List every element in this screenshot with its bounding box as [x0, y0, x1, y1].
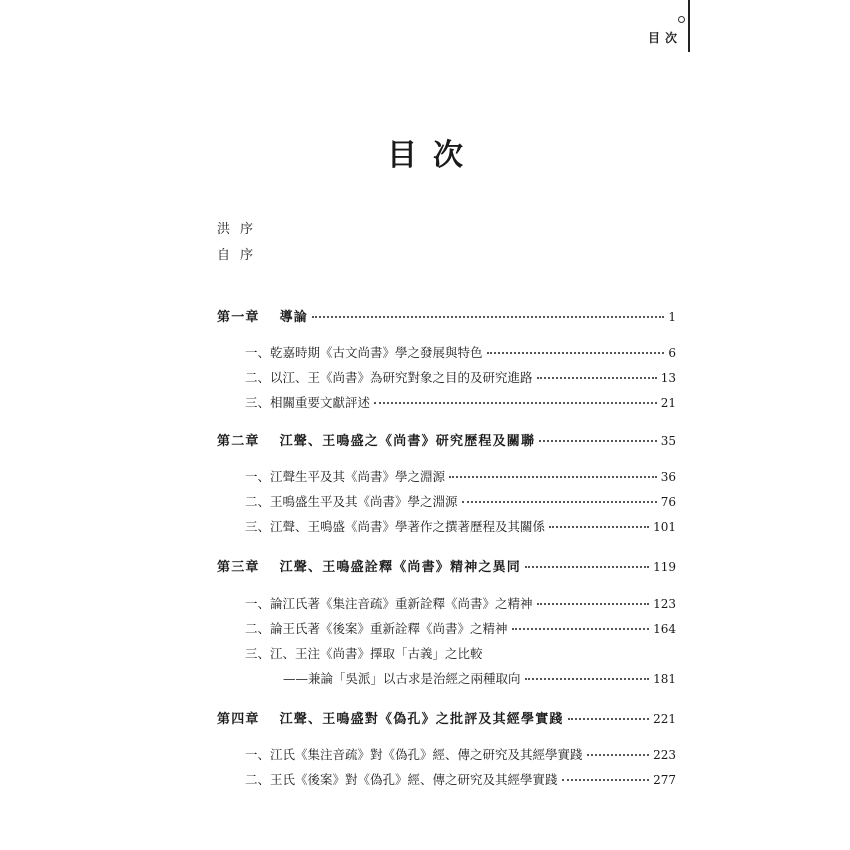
page-number: 1 [668, 310, 676, 324]
dot-leader [537, 603, 650, 605]
front-matter-preface-author: 自序 [217, 248, 264, 263]
dot-leader [312, 316, 664, 318]
page-number: 36 [660, 470, 676, 484]
toc-section [245, 492, 676, 510]
dot-leader [549, 526, 649, 528]
toc-section [245, 517, 676, 535]
section-title: 二、以江、王《尚書》為研究對象之目的及研究進路 [245, 370, 533, 385]
page-number: 123 [653, 597, 676, 611]
dot-leader [449, 476, 657, 478]
section-title: 一、乾嘉時期《古文尚書》學之發展與特色 [245, 345, 483, 360]
toc-section [245, 619, 676, 637]
dot-leader [568, 718, 649, 720]
dot-leader [512, 628, 650, 630]
page-number: 76 [660, 495, 676, 509]
section-title: 二、論王氏著《後案》重新詮釋《尚書》之精神 [245, 621, 508, 636]
toc-section [245, 368, 676, 386]
page-number: 181 [653, 672, 676, 686]
page-title: 目次 [387, 138, 479, 173]
page-number: 119 [653, 560, 676, 574]
dot-leader [525, 566, 649, 568]
dot-leader [562, 779, 650, 781]
toc-chapter-1 [217, 306, 676, 325]
chapter-title: 導論 [279, 310, 309, 325]
toc-section [245, 343, 676, 361]
toc-section [245, 770, 676, 788]
page-number: 13 [660, 371, 676, 385]
toc-section-subtitle [283, 669, 676, 687]
section-title: 三、江聲、王鳴盛《尚書》學著作之撰著歷程及其關係 [245, 519, 546, 534]
chapter-number: 第二章 [217, 434, 260, 449]
chapter-number: 第一章 [217, 310, 260, 325]
chapter-title: 江聲、王鳴盛詮釋《尚書》精神之異同 [279, 560, 522, 575]
toc-section [245, 393, 676, 411]
section-title: 一、江氏《集注音疏》對《偽孔》經、傳之研究及其經學實踐 [245, 747, 583, 762]
chapter-number: 第四章 [217, 712, 260, 727]
chapter-title: 江聲、王鳴盛對《偽孔》之批評及其經學實踐 [279, 712, 564, 727]
header-rule [688, 0, 690, 52]
section-title: 一、江聲生平及其《尚書》學之淵源 [245, 469, 446, 484]
toc-chapter-4 [217, 708, 676, 727]
toc-section [245, 594, 676, 612]
section-title: 二、王氏《後案》對《偽孔》經、傳之研究及其經學實踐 [245, 772, 558, 787]
dot-leader [525, 678, 650, 680]
page-number: 221 [653, 712, 676, 726]
page-number: 277 [653, 773, 676, 787]
page-number: 21 [660, 396, 676, 410]
section-title: 三、相關重要文獻評述 [245, 395, 371, 410]
section-subtitle: ——兼論「吳派」以古求是治經之兩種取向 [283, 671, 521, 686]
toc-section [245, 467, 676, 485]
chapter-number: 第三章 [217, 560, 260, 575]
section-title: 一、論江氏著《集注音疏》重新詮釋《尚書》之精神 [245, 596, 533, 611]
toc-chapter-2 [217, 430, 676, 449]
toc-section [245, 745, 676, 763]
chapter-title: 江聲、王鳴盛之《尚書》研究歷程及關聯 [279, 434, 536, 449]
page-number: 164 [653, 622, 676, 636]
toc-chapter-3 [217, 556, 676, 575]
dot-leader [539, 440, 657, 442]
section-title: 二、王鳴盛生平及其《尚書》學之淵源 [245, 494, 458, 509]
page-number: 6 [668, 346, 676, 360]
toc-section [245, 644, 483, 662]
dot-leader [487, 352, 665, 354]
front-matter-preface-hong: 洪序 [217, 222, 264, 237]
section-title: 三、江、王注《尚書》擇取「古義」之比較 [245, 646, 483, 661]
dot-leader [374, 402, 657, 404]
dot-leader [462, 501, 657, 503]
page-number: 101 [653, 520, 676, 534]
running-header: 目次 [648, 31, 683, 45]
page-number: 223 [653, 748, 676, 762]
dot-leader [587, 754, 650, 756]
dot-leader [537, 377, 657, 379]
page-number: 35 [660, 434, 676, 448]
header-page-marker-icon [678, 16, 685, 23]
